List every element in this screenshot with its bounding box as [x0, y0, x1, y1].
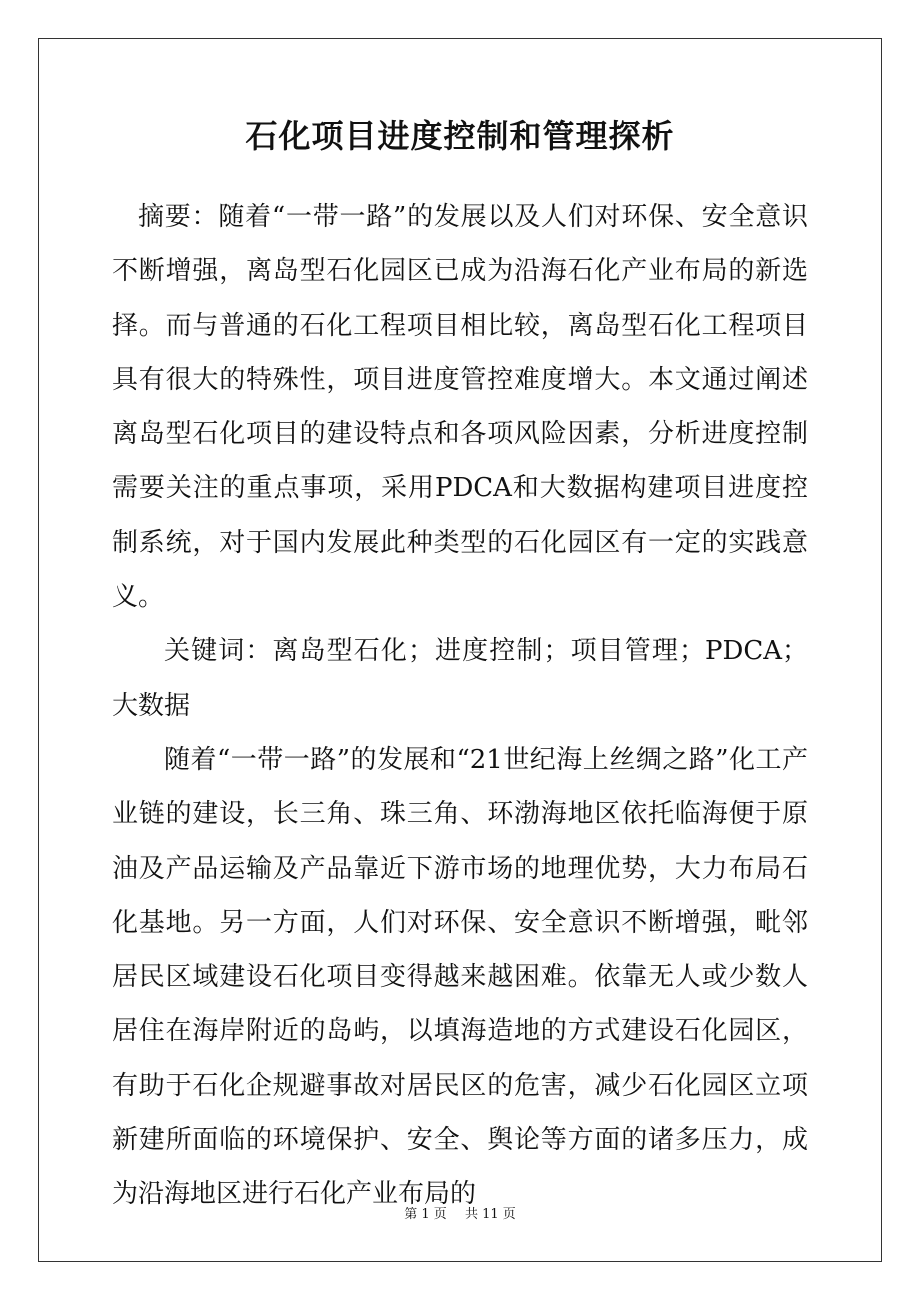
page-number: 第 1 页: [404, 1207, 447, 1222]
document-body: [112, 190, 808, 1222]
page-total: 共 11 页: [464, 1207, 516, 1222]
page-footer: [38, 1206, 882, 1224]
body-paragraph: 随着“一带一路”的发展和“21世纪海上丝绸之路”化工产业链的建设，长三角、珠三角、环渤海地区依托临海便于原油及产品运输及产品靠近下游市场的地理优势，大力布局石化基地。另一方面，人们对环保、安全意识不断增强，毗邻居民区域建设石化项目变得越来越困难。依靠无人或少数人居住在海岸附近的岛屿，以填海造地的方式建设石化园区，有助于石化企规避事故对居民区的危害，减少石化园区立项新建所面临的环境保护、安全、舆论等方面的诸多压力，成为沿海地区进行石化产业布局的: [112, 744, 808, 1210]
document-title: 石化项目进度控制和管理探析: [245, 117, 675, 155]
keywords-paragraph: 关键词：离岛型石化；进度控制；项目管理；PDCA；大数据: [112, 636, 808, 721]
abstract-paragraph: 摘要：随着“一带一路”的发展以及人们对环保、安全意识不断增强，离岛型石化园区已成为沿海石化产业布局的新选择。而与普通的石化工程项目相比较，离岛型石化工程项目具有很大的特殊性，项目进度管控难度增大。本文通过阐述离岛型石化项目的建设特点和各项风险因素，分析进度控制需要关注的重点事项，采用PDCA和大数据构建项目进度控制系统，对于国内发展此种类型的石化园区有一定的实践意义。: [112, 202, 808, 613]
